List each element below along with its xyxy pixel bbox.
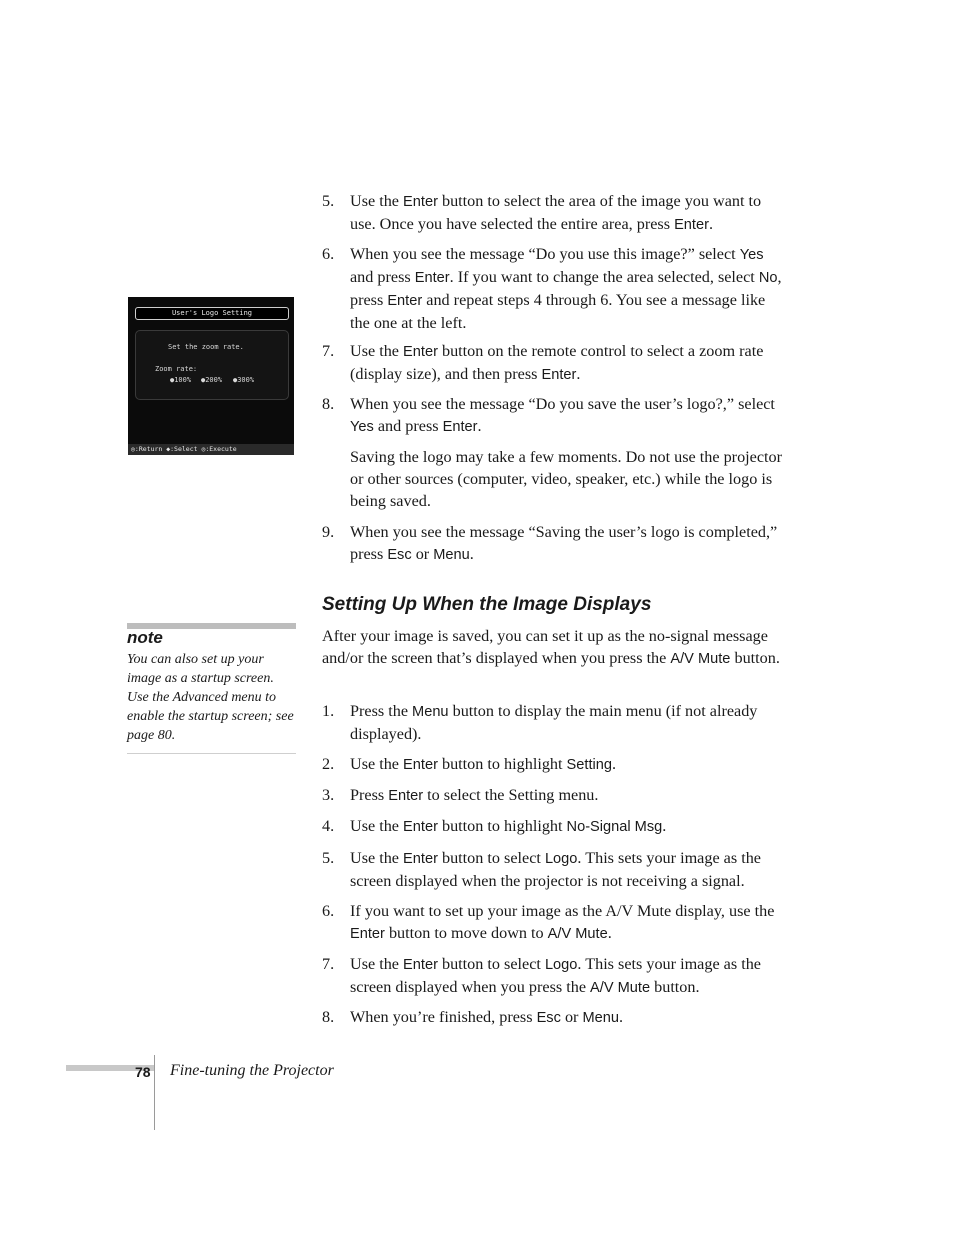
footer-divider [154,1055,155,1130]
note-text: You can also set up your image as a startup screen. Use the Advanced menu to enable the startup screen; see page 80. [127,652,294,743]
step-7: 7. Use the Enter button on the remote control to select a zoom rate (display size), and then press Enter. [322,342,764,383]
step-9: 9. When you see the message “Saving the user’s logo is completed,” press Esc or Menu. [322,523,778,563]
osd-option-300: ●300% [233,376,255,384]
osd-footer: ◎:Return ◆:Select ◎:Execute [128,444,294,455]
key-label: Esc [387,547,412,563]
menu-label: Logo [544,957,578,973]
menu-label: A/V Mute [547,926,608,942]
step-8b: 8. When you’re finished, press Esc or Menu. [322,1008,624,1026]
step-3: 3. Press Enter to select the Setting menu. [322,786,599,804]
page-number: 78 [135,1064,151,1080]
logo-setting-screenshot [128,297,294,455]
step-2: 2. Use the Enter button to highlight Setting. [322,755,617,773]
step-number: 9. [322,523,335,541]
step-number: 8. [322,395,335,413]
step-4: 4. Use the Enter button to highlight No-Signal Msg. [322,817,667,835]
key-label: Enter [403,344,438,360]
note-divider [127,753,296,754]
key-label: Enter [350,926,385,942]
key-label: Enter [541,367,577,383]
section-heading: Setting Up When the Image Displays [322,594,652,615]
step-number: 3. [322,786,335,804]
key-label: A/V Mute [670,651,731,667]
step-number: 5. [322,192,335,210]
osd-title: User's Logo Setting [135,307,289,320]
step-1: 1. Press the Menu button to display the main menu (if not already displayed). [322,702,758,743]
osd-option-200: ●200% [201,376,223,384]
osd-option-100: ●100% [170,376,192,384]
step-number: 2. [322,755,335,773]
section-intro: After your image is saved, you can set it up as the no-signal message and/or the screen that’s displayed when you press the A/V Mute button. [322,627,780,667]
key-label: Enter [403,757,438,773]
menu-label: Logo [544,851,578,867]
key-label: Enter [388,788,424,804]
note-title: note [127,628,163,647]
key-label: Yes [739,247,764,263]
key-label: A/V Mute [590,980,651,996]
key-label: Enter [442,419,478,435]
step-number: 7. [322,955,335,973]
step-5: 5. Use the Enter button to select the area of the image you want to use. Once you have selected the entire area, press Enter. [322,192,762,233]
key-label: Enter [403,851,438,867]
key-label: Enter [403,194,438,210]
menu-label: No-Signal Msg [566,819,663,835]
step-number: 7. [322,342,335,360]
key-label: No [758,270,778,286]
step-number: 8. [322,1008,335,1026]
step-8: 8. When you see the message “Do you save the user’s logo?,” select Yes and press Enter. [322,395,775,435]
key-label: Enter [674,217,709,233]
step-6b: 6. If you want to set up your image as the A/V Mute display, use the Enter button to move down to A/V Mute. [322,902,775,942]
osd-zoom-label: Zoom rate: [155,365,198,373]
key-label: Menu [582,1010,619,1026]
step-number: 4. [322,817,335,835]
key-label: Enter [414,270,450,286]
step-5b: 5. Use the Enter button to select Logo. This sets your image as the screen displayed when the projector is not receiving a signal. [322,849,761,890]
menu-label: Setting [566,757,612,773]
key-label: Menu [412,704,449,720]
step-number: 6. [322,245,335,263]
step-6: 6. When you see the message “Do you use this image?” select Yes and press Enter. If you want to change the area selected, select No, press Enter and repeat steps 4 through 6. You see a message like the one at the left. [322,245,782,332]
step-7b: 7. Use the Enter button to select Logo. This sets your image as the screen displayed when you press the A/V Mute button. [322,955,761,996]
step-number: 5. [322,849,335,867]
step-number: 6. [322,902,335,920]
key-label: Menu [433,547,470,563]
step-8-note: Saving the logo may take a few moments. Do not use the projector or other sources (computer, video, speaker, etc.) while the logo is being saved. [350,448,783,510]
running-title: Fine-tuning the Projector [170,1062,334,1079]
key-label: Enter [387,293,423,309]
key-label: Enter [403,957,438,973]
key-label: Yes [350,419,374,435]
key-label: Enter [403,819,438,835]
key-label: Esc [536,1010,561,1026]
step-number: 1. [322,702,335,720]
osd-message: Set the zoom rate. [168,343,244,351]
